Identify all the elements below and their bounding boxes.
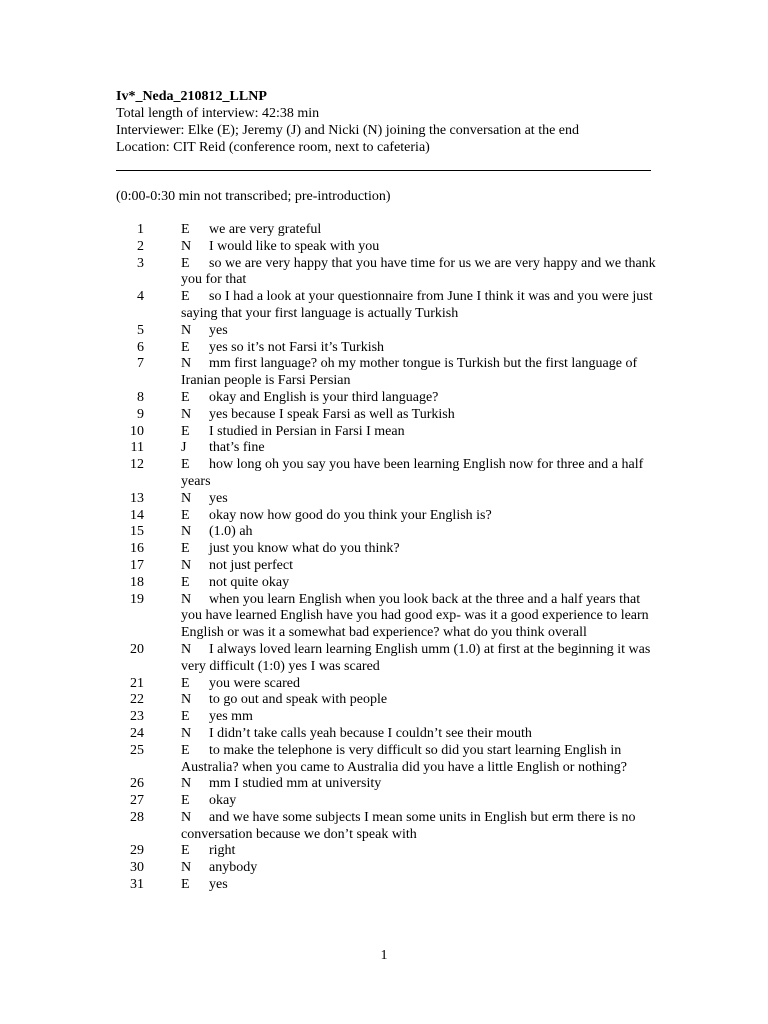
line-number: 2 [137, 238, 144, 254]
speaker-code: E [181, 423, 190, 439]
speaker-code: N [181, 557, 192, 573]
transcript-line [0, 356, 768, 390]
utterance-text: okay [209, 793, 237, 809]
utterance-text: yes [209, 322, 228, 338]
speaker-code: E [181, 709, 190, 725]
speaker-code: E [181, 222, 190, 237]
speaker-code: E [181, 457, 190, 473]
line-number: 31 [130, 877, 144, 893]
line-number: 3 [137, 255, 144, 271]
line-number: 10 [130, 423, 144, 439]
utterance-text: we are very grateful [209, 222, 322, 237]
line-number: 22 [130, 692, 144, 708]
speaker-code: E [181, 389, 190, 405]
speaker-code: E [181, 742, 190, 758]
transcript-line [0, 239, 768, 256]
speaker-code: E [181, 507, 190, 523]
transcript-line [0, 558, 768, 575]
utterance-text: yes because I speak Farsi as well as Turkish [209, 406, 455, 422]
speaker-code: J [181, 440, 187, 456]
transcript-line [0, 390, 768, 407]
utterance-text: not just perfect [209, 557, 293, 573]
utterance-text: (1.0) ah [209, 524, 253, 540]
utterance-text: okay and English is your third language? [209, 389, 439, 405]
speaker-code: N [181, 809, 192, 825]
page-number: 1 [380, 948, 388, 963]
line-number: 7 [137, 356, 144, 372]
line-number: 9 [137, 406, 144, 422]
location-info: Location: CIT Reid (conference room, next to cafeteria) [116, 140, 430, 155]
interviewer-info: Interviewer: Elke (E); Jeremy (J) and Nicki (N) joining the conversation at the end [116, 123, 580, 138]
speaker-code: E [181, 541, 190, 557]
utterance-text: I always loved learn learning English umm (1.0) at first at the beginning it was very difficult (1:0) yes I was scared [181, 641, 651, 674]
utterance-text: I studied in Persian in Farsi I mean [209, 423, 405, 439]
speaker-code: E [181, 843, 190, 859]
utterance-text: how long oh you say you have been learning English now for three and a half years [181, 457, 644, 489]
line-number: 20 [130, 641, 144, 657]
transcript-line [0, 407, 768, 424]
transcript-line [0, 877, 768, 894]
speaker-code: N [181, 860, 192, 876]
utterance-text: yes [209, 877, 228, 893]
utterance-text: you were scared [209, 675, 300, 691]
transcript-line [0, 793, 768, 810]
transcript [0, 222, 768, 894]
utterance-text: right [209, 843, 236, 859]
transcript-line [0, 424, 768, 441]
utterance-text: to make the telephone is very difficult so did you start learning English in Australia? when you came to Australia did you have a little English or nothing? [181, 742, 627, 775]
transcript-line [0, 256, 768, 290]
line-number: 6 [137, 339, 144, 355]
speaker-code: E [181, 877, 190, 893]
utterance-text: mm first language? oh my mother tongue is Turkish but the first language of Iranian people is Farsi Persian [181, 356, 638, 389]
line-number: 29 [130, 843, 144, 859]
utterance-text: mm I studied mm at university [209, 776, 382, 792]
header-divider [116, 170, 651, 171]
line-number: 19 [130, 591, 144, 607]
line-number: 26 [130, 776, 144, 792]
speaker-code: E [181, 339, 190, 355]
utterance-text: yes mm [209, 709, 253, 725]
speaker-code: N [181, 776, 192, 792]
transcript-line [0, 709, 768, 726]
line-number: 25 [130, 742, 144, 758]
speaker-code: N [181, 591, 192, 607]
transcript-line [0, 592, 768, 642]
transcript-line [0, 843, 768, 860]
transcript-line [0, 676, 768, 693]
transcript-line [0, 457, 768, 491]
utterance-text: to go out and speak with people [209, 692, 388, 708]
transcript-line [0, 222, 768, 239]
transcript-line [0, 810, 768, 844]
speaker-code: E [181, 255, 190, 271]
transcript-line [0, 860, 768, 877]
document-header [116, 88, 656, 156]
line-number: 11 [130, 440, 144, 456]
line-number: 13 [130, 490, 144, 506]
utterance-text: I would like to speak with you [209, 238, 380, 254]
transcript-line [0, 323, 768, 340]
line-number: 5 [137, 322, 144, 338]
speaker-code: E [181, 793, 190, 809]
speaker-code: N [181, 238, 192, 254]
utterance-text: yes so it’s not Farsi it’s Turkish [209, 339, 385, 355]
speaker-code: N [181, 322, 192, 338]
utterance-text: not quite okay [209, 574, 290, 590]
utterance-text: just you know what do you think? [209, 541, 400, 557]
utterance-text: okay now how good do you think your English is? [209, 507, 492, 523]
transcript-line [0, 692, 768, 709]
line-number: 21 [130, 675, 144, 691]
speaker-code: N [181, 692, 192, 708]
speaker-code: N [181, 641, 192, 657]
utterance-text: anybody [209, 860, 258, 876]
line-number: 27 [130, 793, 144, 809]
line-number: 1 [137, 222, 144, 237]
speaker-code: E [181, 675, 190, 691]
speaker-code: N [181, 490, 192, 506]
line-number: 23 [130, 709, 144, 725]
transcript-line [0, 340, 768, 357]
interview-length: Total length of interview: 42:38 min [116, 106, 320, 121]
utterance-text: when you learn English when you look back at the three and a half years that you have learned English have you had good exp- was it a good experience to learn English or was it a somewhat bad experience? what do you think overall [181, 591, 649, 641]
transcript-line [0, 440, 768, 457]
transcript-line [0, 743, 768, 777]
transcript-line [0, 508, 768, 525]
utterance-text: that’s fine [209, 440, 265, 456]
line-number: 18 [130, 574, 144, 590]
speaker-code: N [181, 725, 192, 741]
transcript-line [0, 289, 768, 323]
line-number: 4 [137, 289, 144, 305]
transcript-line [0, 491, 768, 508]
speaker-code: N [181, 406, 192, 422]
transcript-line [0, 524, 768, 541]
utterance-text: I didn’t take calls yeah because I couldn’t see their mouth [209, 725, 532, 741]
transcript-line [0, 541, 768, 558]
transcription-note: (0:00-0:30 min not transcribed; pre-introduction) [116, 189, 391, 204]
document-title: Iv*_Neda_210812_LLNP [116, 89, 267, 104]
line-number: 28 [130, 809, 144, 825]
utterance-text: yes [209, 490, 228, 506]
transcript-line [0, 575, 768, 592]
speaker-code: N [181, 356, 192, 372]
line-number: 15 [130, 524, 144, 540]
transcript-line [0, 642, 768, 676]
speaker-code: E [181, 289, 190, 305]
line-number: 12 [130, 457, 144, 473]
transcript-line [0, 726, 768, 743]
utterance-text: so we are very happy that you have time for us we are very happy and we thank you for that [181, 255, 656, 288]
line-number: 30 [130, 860, 144, 876]
line-number: 14 [130, 507, 144, 523]
line-number: 16 [130, 541, 144, 557]
speaker-code: E [181, 574, 190, 590]
line-number: 24 [130, 725, 144, 741]
utterance-text: so I had a look at your questionnaire from June I think it was and you were just saying that your first language is actually Turkish [181, 289, 653, 321]
line-number: 8 [137, 389, 144, 405]
speaker-code: N [181, 524, 192, 540]
utterance-text: and we have some subjects I mean some units in English but erm there is no conversation because we don’t speak with [181, 809, 636, 842]
transcript-line [0, 776, 768, 793]
line-number: 17 [130, 557, 144, 573]
